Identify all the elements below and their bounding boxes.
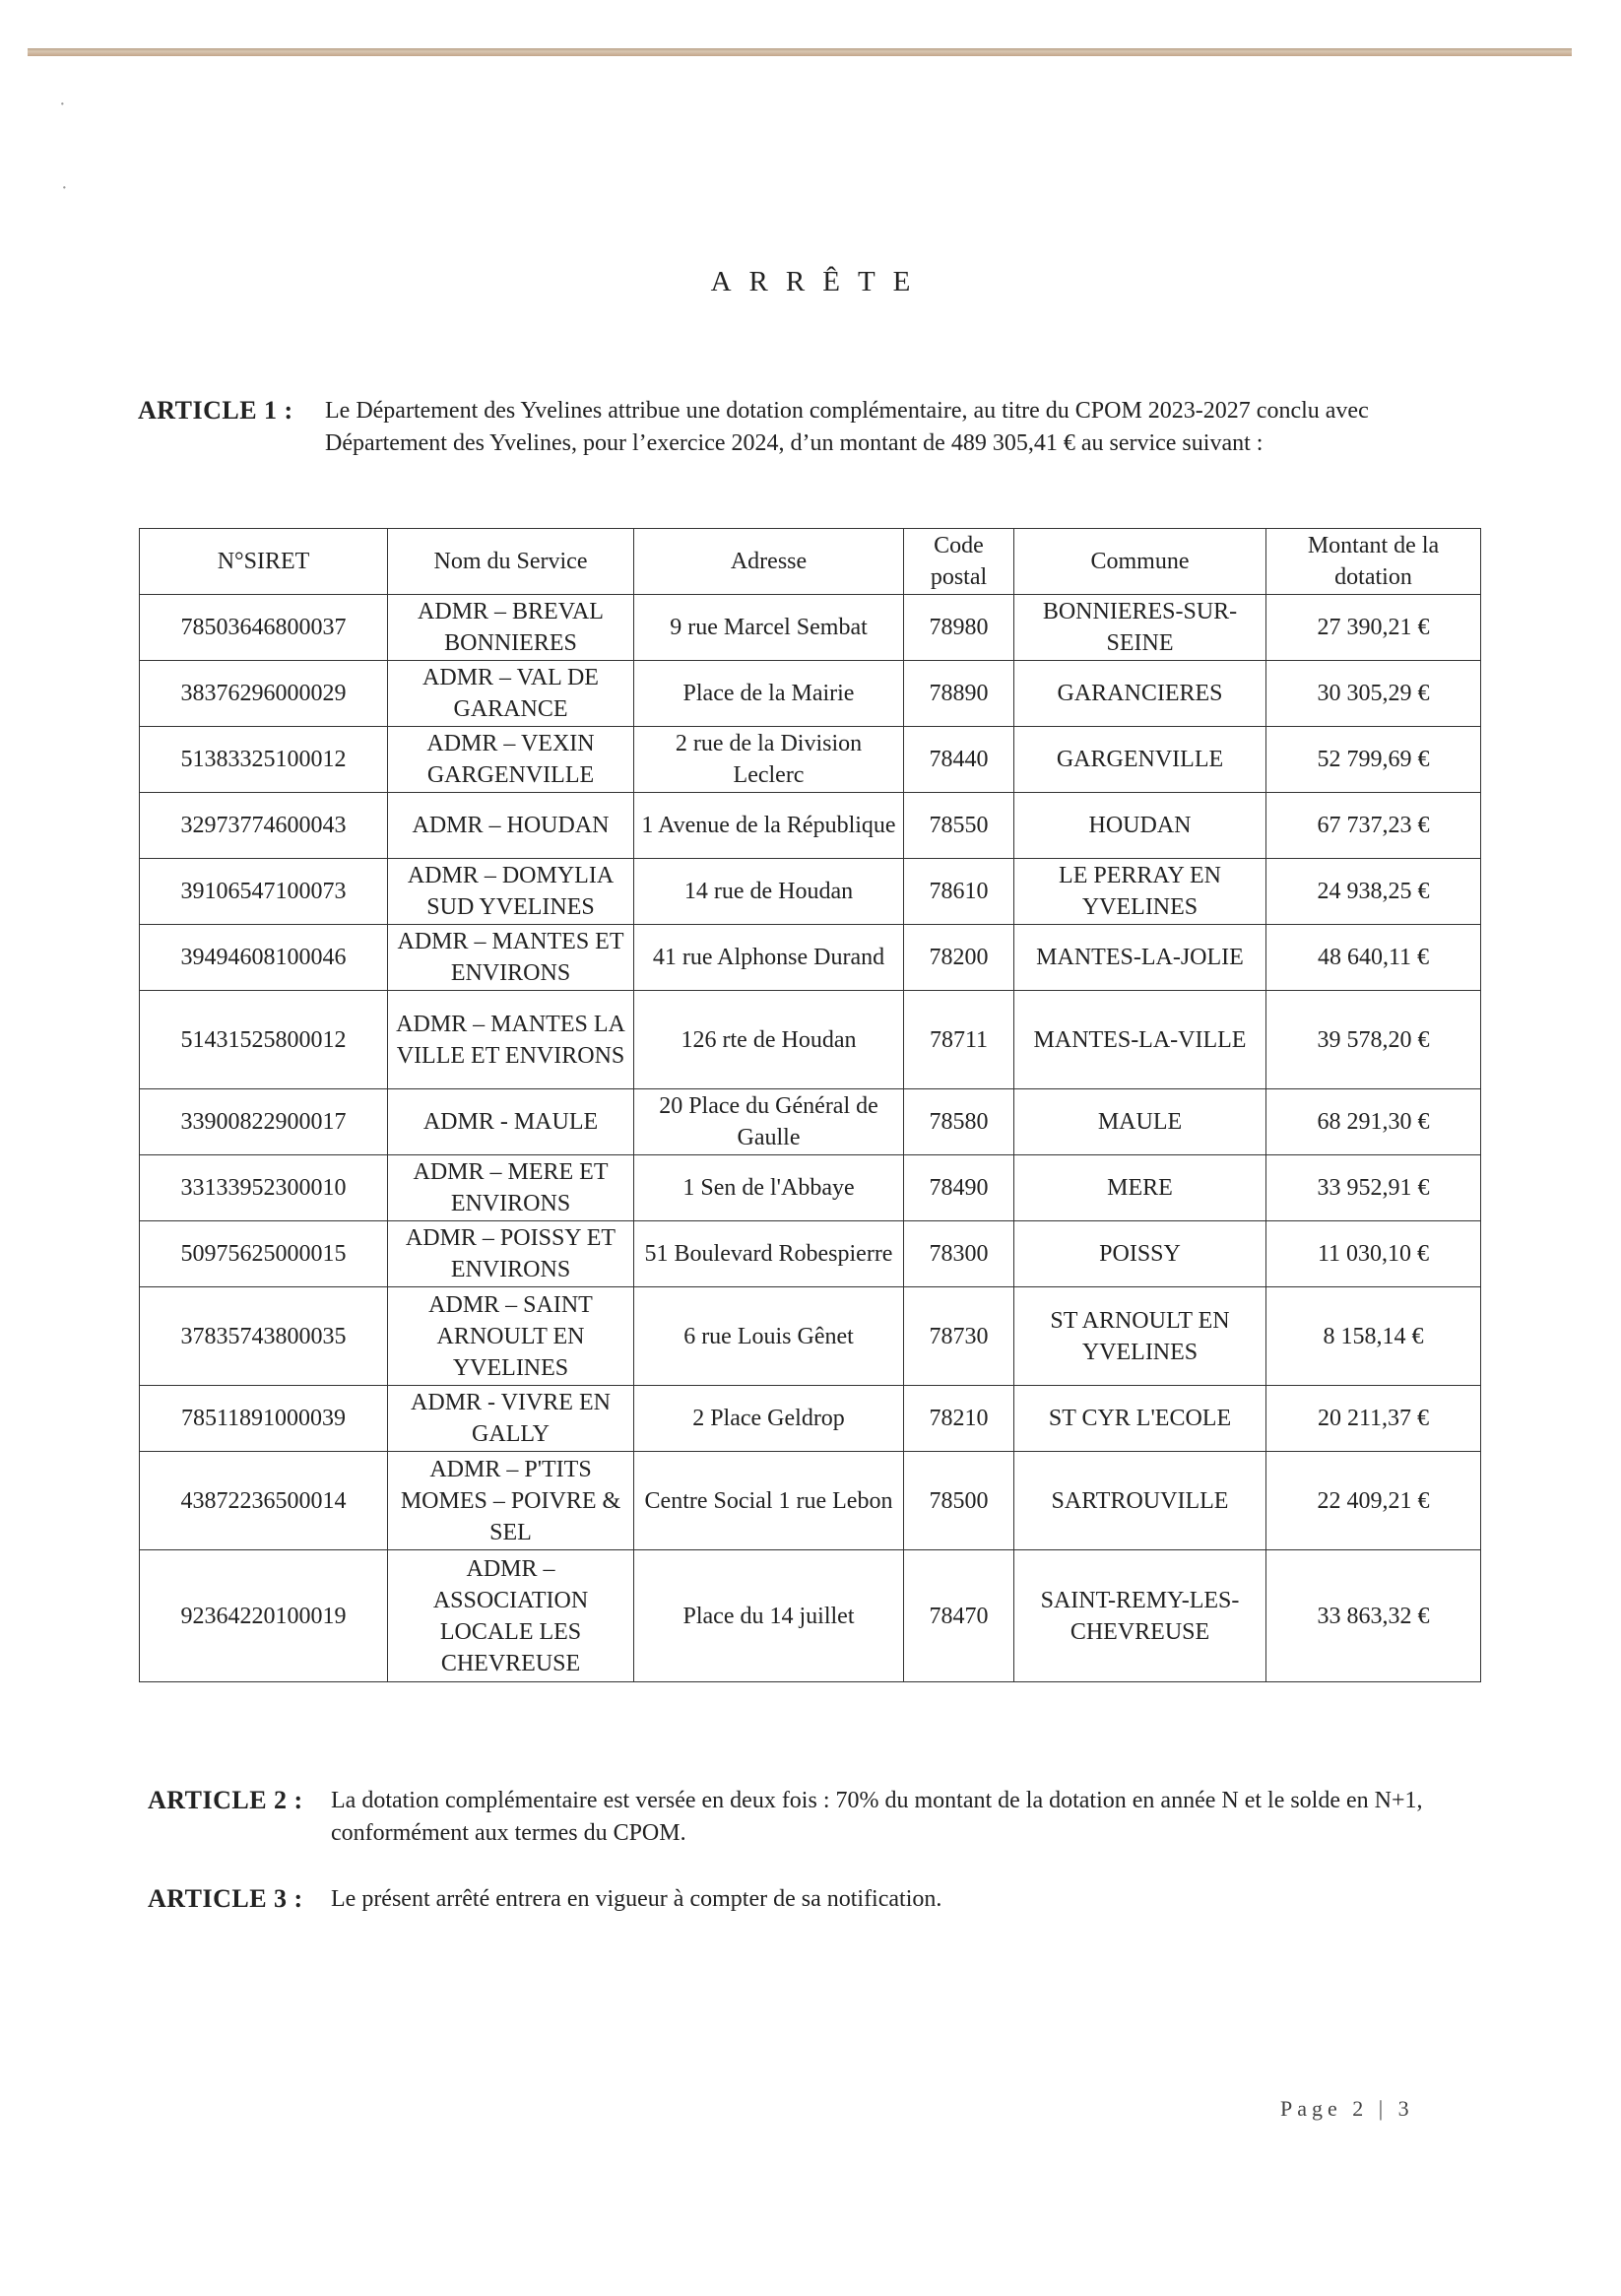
service-name-cell: ADMR – MERE ET ENVIRONS <box>388 1155 634 1221</box>
header-service-name: Nom du Service <box>388 529 634 595</box>
service-name-cell: ADMR – VAL DE GARANCE <box>388 661 634 727</box>
commune-cell: MERE <box>1014 1155 1266 1221</box>
amount-cell: 8 158,14 € <box>1266 1287 1481 1386</box>
postal-code-cell: 78980 <box>904 595 1014 661</box>
siret-cell: 51431525800012 <box>140 991 388 1089</box>
table-row <box>140 1550 1481 1682</box>
commune-cell: ST ARNOULT EN YVELINES <box>1014 1287 1266 1386</box>
commune-cell: SARTROUVILLE <box>1014 1452 1266 1550</box>
table-row <box>140 991 1481 1089</box>
address-cell: Centre Social 1 rue Lebon <box>634 1452 904 1550</box>
service-name-cell: ADMR – BREVAL BONNIERES <box>388 595 634 661</box>
amount-cell: 22 409,21 € <box>1266 1452 1481 1550</box>
table-body <box>140 595 1481 1682</box>
service-name-cell: ADMR – HOUDAN <box>388 793 634 859</box>
amount-cell: 33 863,32 € <box>1266 1550 1481 1682</box>
postal-code-cell: 78550 <box>904 793 1014 859</box>
amount-cell: 24 938,25 € <box>1266 859 1481 925</box>
siret-cell: 43872236500014 <box>140 1452 388 1550</box>
commune-cell: LE PERRAY EN YVELINES <box>1014 859 1266 925</box>
article-1-text: Le Département des Yvelines attribue une dotation complémentaire, au titre du CPOM 2023-2027 conclu avec Département des Yvelines, pour l’exercice 2024, d’un montant de 489 305,41 € au service suivant : <box>325 398 1369 456</box>
table-row <box>140 859 1481 925</box>
table-header-row <box>140 529 1481 595</box>
scan-mark: · <box>61 177 68 199</box>
siret-cell: 92364220100019 <box>140 1550 388 1682</box>
siret-cell: 33900822900017 <box>140 1089 388 1155</box>
service-name-cell: ADMR - VIVRE EN GALLY <box>388 1386 634 1452</box>
article-1-label: ARTICLE 1 : <box>138 396 293 425</box>
service-name-cell: ADMR – VEXIN GARGENVILLE <box>388 727 634 793</box>
header-siret: N°SIRET <box>140 529 388 595</box>
table-row <box>140 1452 1481 1550</box>
service-name-cell: ADMR – MANTES ET ENVIRONS <box>388 925 634 991</box>
amount-cell: 48 640,11 € <box>1266 925 1481 991</box>
address-cell: 14 rue de Houdan <box>634 859 904 925</box>
postal-code-cell: 78490 <box>904 1155 1014 1221</box>
table-row <box>140 1221 1481 1287</box>
address-cell: Place de la Mairie <box>634 661 904 727</box>
postal-code-cell: 78580 <box>904 1089 1014 1155</box>
address-cell: 2 Place Geldrop <box>634 1386 904 1452</box>
service-name-cell: ADMR – P'TITS MOMES – POIVRE & SEL <box>388 1452 634 1550</box>
address-cell: 2 rue de la Division Leclerc <box>634 727 904 793</box>
header-postal-code: Code postal <box>904 529 1014 595</box>
commune-cell: GARGENVILLE <box>1014 727 1266 793</box>
article-2-label: ARTICLE 2 : <box>148 1786 303 1814</box>
amount-cell: 52 799,69 € <box>1266 727 1481 793</box>
service-name-cell: ADMR – POISSY ET ENVIRONS <box>388 1221 634 1287</box>
document-title: ARRÊTE <box>710 266 929 297</box>
address-cell: 9 rue Marcel Sembat <box>634 595 904 661</box>
table-row <box>140 925 1481 991</box>
table-row <box>140 1155 1481 1221</box>
table-row <box>140 793 1481 859</box>
postal-code-cell: 78440 <box>904 727 1014 793</box>
postal-code-cell: 78300 <box>904 1221 1014 1287</box>
siret-cell: 78511891000039 <box>140 1386 388 1452</box>
scan-mark: · <box>59 94 66 115</box>
commune-cell: GARANCIERES <box>1014 661 1266 727</box>
table-row <box>140 595 1481 661</box>
article-3-label: ARTICLE 3 : <box>148 1884 303 1913</box>
table-row <box>140 661 1481 727</box>
address-cell: Place du 14 juillet <box>634 1550 904 1682</box>
siret-cell: 50975625000015 <box>140 1221 388 1287</box>
commune-cell: MANTES-LA-VILLE <box>1014 991 1266 1089</box>
service-name-cell: ADMR – MANTES LA VILLE ET ENVIRONS <box>388 991 634 1089</box>
siret-cell: 39106547100073 <box>140 859 388 925</box>
siret-cell: 39494608100046 <box>140 925 388 991</box>
table-row <box>140 1287 1481 1386</box>
commune-cell: MANTES-LA-JOLIE <box>1014 925 1266 991</box>
postal-code-cell: 78730 <box>904 1287 1014 1386</box>
amount-cell: 33 952,91 € <box>1266 1155 1481 1221</box>
commune-cell: MAULE <box>1014 1089 1266 1155</box>
table-row <box>140 1386 1481 1452</box>
amount-cell: 11 030,10 € <box>1266 1221 1481 1287</box>
article-3-text: Le présent arrêté entrera en vigueur à compter de sa notification. <box>331 1886 942 1912</box>
service-name-cell: ADMR – DOMYLIA SUD YVELINES <box>388 859 634 925</box>
page-number: Page 2 | 3 <box>1280 2096 1414 2121</box>
siret-cell: 37835743800035 <box>140 1287 388 1386</box>
address-cell: 1 Sen de l'Abbaye <box>634 1155 904 1221</box>
amount-cell: 68 291,30 € <box>1266 1089 1481 1155</box>
siret-cell: 51383325100012 <box>140 727 388 793</box>
amount-cell: 67 737,23 € <box>1266 793 1481 859</box>
address-cell: 41 rue Alphonse Durand <box>634 925 904 991</box>
commune-cell: BONNIERES-SUR-SEINE <box>1014 595 1266 661</box>
postal-code-cell: 78890 <box>904 661 1014 727</box>
dotation-table <box>139 528 1481 1682</box>
postal-code-cell: 78200 <box>904 925 1014 991</box>
table-row <box>140 727 1481 793</box>
siret-cell: 32973774600043 <box>140 793 388 859</box>
header-address: Adresse <box>634 529 904 595</box>
amount-cell: 30 305,29 € <box>1266 661 1481 727</box>
address-cell: 6 rue Louis Gênet <box>634 1287 904 1386</box>
postal-code-cell: 78470 <box>904 1550 1014 1682</box>
amount-cell: 27 390,21 € <box>1266 595 1481 661</box>
amount-cell: 20 211,37 € <box>1266 1386 1481 1452</box>
postal-code-cell: 78711 <box>904 991 1014 1089</box>
postal-code-cell: 78210 <box>904 1386 1014 1452</box>
header-amount: Montant de la dotation <box>1266 529 1481 595</box>
address-cell: 20 Place du Général de Gaulle <box>634 1089 904 1155</box>
commune-cell: ST CYR L'ECOLE <box>1014 1386 1266 1452</box>
top-border-stripe <box>28 48 1572 56</box>
table-row <box>140 1089 1481 1155</box>
commune-cell: SAINT-REMY-LES-CHEVREUSE <box>1014 1550 1266 1682</box>
commune-cell: HOUDAN <box>1014 793 1266 859</box>
amount-cell: 39 578,20 € <box>1266 991 1481 1089</box>
service-name-cell: ADMR – ASSOCIATION LOCALE LES CHEVREUSE <box>388 1550 634 1682</box>
address-cell: 126 rte de Houdan <box>634 991 904 1089</box>
service-name-cell: ADMR – SAINT ARNOULT EN YVELINES <box>388 1287 634 1386</box>
address-cell: 1 Avenue de la République <box>634 793 904 859</box>
postal-code-cell: 78610 <box>904 859 1014 925</box>
siret-cell: 38376296000029 <box>140 661 388 727</box>
siret-cell: 78503646800037 <box>140 595 388 661</box>
siret-cell: 33133952300010 <box>140 1155 388 1221</box>
header-commune: Commune <box>1014 529 1266 595</box>
postal-code-cell: 78500 <box>904 1452 1014 1550</box>
commune-cell: POISSY <box>1014 1221 1266 1287</box>
address-cell: 51 Boulevard Robespierre <box>634 1221 904 1287</box>
service-name-cell: ADMR - MAULE <box>388 1089 634 1155</box>
article-2-text: La dotation complémentaire est versée en deux fois : 70% du montant de la dotation en année N et le solde en N+1, conformément aux termes du CPOM. <box>331 1788 1423 1846</box>
